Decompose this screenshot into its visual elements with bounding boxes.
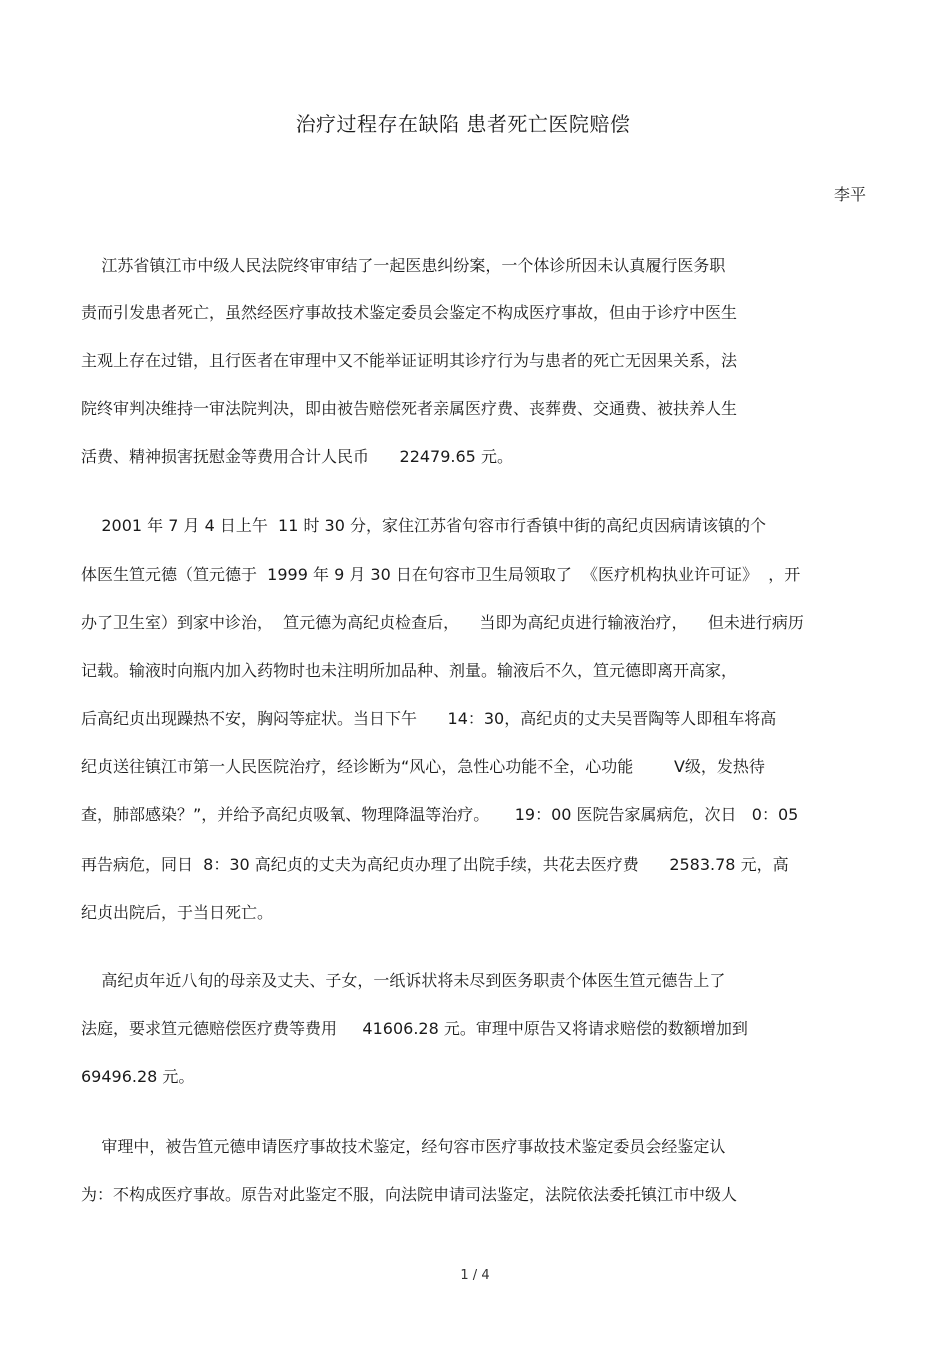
text-line: 主观上存在过错，且行医者在审理中又不能举证证明其诊疗行为与患者的死亡无因果关系，法 xyxy=(81,351,738,370)
text-line: 法庭，要求笪元德赔偿医疗费等费用 41606.28 元。审理中原告又将请求赔偿的数额增加到 xyxy=(81,1019,748,1038)
text-line: 纪贞送往镇江市第一人民医院治疗，经诊断为“风心，急性心功能不全，心功能 V级，发热待 xyxy=(81,757,765,776)
text-line: 江苏省镇江市中级人民法院终审审结了一起医患纠纷案，一个体诊所因未认真履行医务职 xyxy=(81,256,726,275)
text-line: 记载。输液时向瓶内加入药物时也未注明所加品种、剂量。输液后不久，笪元德即离开高家， xyxy=(81,661,738,680)
text-line: 2001 年 7 月 4 日上午 11 时 30 分，家住江苏省句容市行香镇中街的高纪贞因病请该镇的个 xyxy=(81,516,767,535)
text-line: 办了卫生室）到家中诊治， 笪元德为高纪贞检查后， 当即为高纪贞进行输液治疗， 但未进行病历 xyxy=(81,613,804,632)
author-name: 李平 xyxy=(833,185,866,204)
text-line: 活费、精神损害抚慰金等费用合计人民币 22479.65 元。 xyxy=(81,447,513,466)
document-title: 治疗过程存在缺陷 患者死亡医院赔偿 xyxy=(295,112,631,136)
text-line: 责而引发患者死亡，虽然经医疗事故技术鉴定委员会鉴定不构成医疗事故，但由于诊疗中医生 xyxy=(81,303,738,322)
text-line: 再告病危，同日 8：30 高纪贞的丈夫为高纪贞办理了出院手续，共花去医疗费 2583.78 元，高 xyxy=(81,855,789,874)
text-line: 纪贞出院后，于当日死亡。 xyxy=(81,903,274,922)
text-line: 69496.28 元。 xyxy=(81,1067,195,1086)
page-number: 1 / 4 xyxy=(460,1268,490,1283)
text-line: 审理中，被告笪元德申请医疗事故技术鉴定，经句容市医疗事故技术鉴定委员会经鉴定认 xyxy=(81,1137,726,1156)
text-line: 院终审判决维持一审法院判决，即由被告赔偿死者亲属医疗费、丧葬费、交通费、被扶养人生 xyxy=(81,399,738,418)
text-line: 查，肺部感染？”，并给予高纪贞吸氧、物理降温等治疗。 19：00 医院告家属病危，次日 0：05 xyxy=(81,805,799,824)
text-line: 后高纪贞出现躁热不安，胸闷等症状。当日下午 14：30，高纪贞的丈夫吴晋陶等人即租车将高 xyxy=(81,709,777,728)
text-line: 体医生笪元德（笪元德于 1999 年 9 月 30 日在句容市卫生局领取了 《医疗机构执业许可证》 ，开 xyxy=(81,565,801,584)
text-line: 为：不构成医疗事故。原告对此鉴定不服，向法院申请司法鉴定，法院依法委托镇江市中级人 xyxy=(81,1185,738,1204)
text-line: 高纪贞年近八旬的母亲及丈夫、子女，一纸诉状将未尽到医务职责个体医生笪元德告上了 xyxy=(81,971,726,990)
